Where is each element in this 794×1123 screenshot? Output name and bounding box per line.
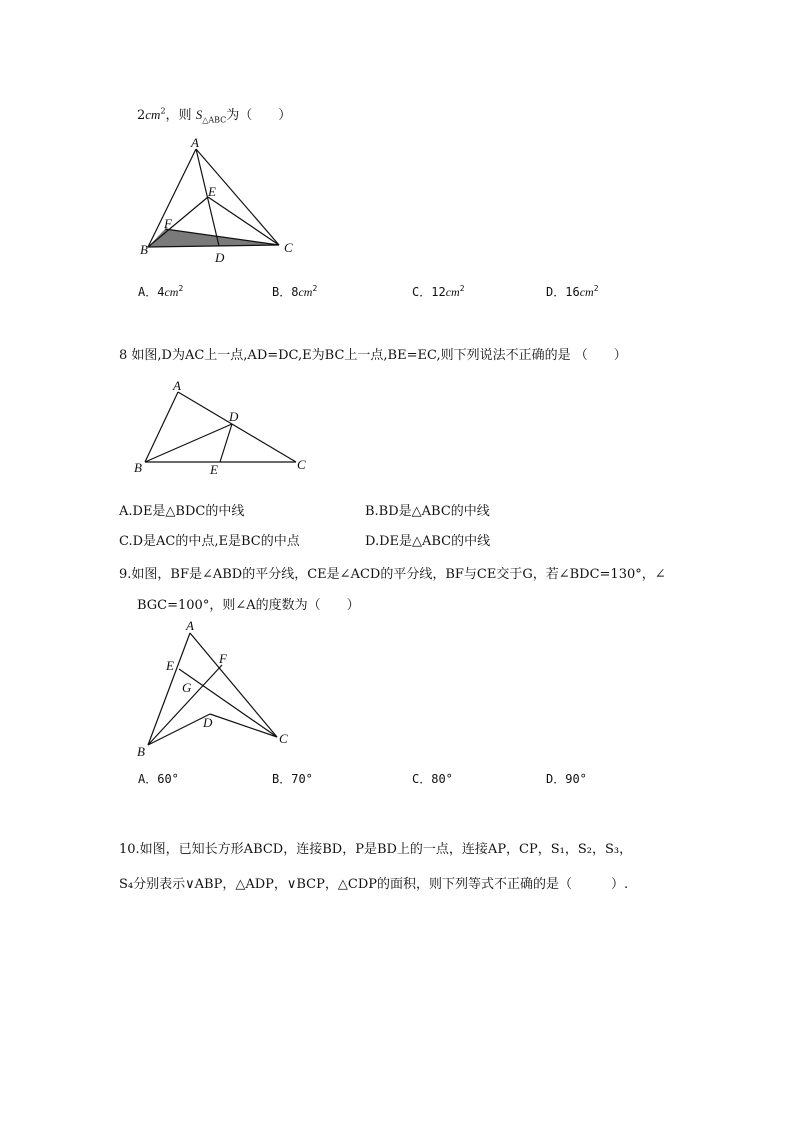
q9-label-c: C — [279, 731, 288, 746]
q7-option-b[interactable]: B．$8cm^2$ — [272, 284, 318, 299]
q8-label-d: D — [229, 409, 239, 424]
q8-option-c[interactable]: C.D是AC的中点,E是BC的中点 — [119, 534, 300, 549]
q7-label-b: B — [140, 242, 148, 257]
q9-option-a[interactable]: A．60° — [138, 772, 179, 786]
q9-option-d[interactable]: D．90° — [546, 772, 587, 786]
q9-label-a: A — [186, 618, 194, 633]
q7-stem: $2cm^2$，则 $S_{\triangle ABC}$为（ ） — [137, 106, 292, 125]
q8-label-c: C — [297, 457, 306, 472]
q7-label-e: E — [208, 184, 216, 199]
q9-option-c[interactable]: C．80° — [412, 772, 453, 786]
q8-stem: 8 如图,D为AC上一点,AD=DC,E为BC上一点,BE=EC,则下列说法不正确的是 （ ） — [119, 348, 627, 363]
q10-stem-line2: S₄分别表示∨ABP，△ADP，∨BCP，△CDP的面积，则下列等式不正确的是（ ）. — [119, 877, 629, 892]
q8-option-d[interactable]: D.DE是△ABC的中线 — [365, 534, 491, 549]
q8-label-b: B — [134, 460, 142, 475]
q9-label-g: G — [182, 680, 192, 695]
q7-label-f: F — [164, 216, 172, 231]
q8-label-e: E — [210, 462, 218, 477]
q8-option-a[interactable]: A.DE是△BDC的中线 — [119, 504, 245, 519]
q9-label-f: F — [219, 651, 227, 666]
q9-bisector-bf — [148, 665, 222, 745]
q9-option-b[interactable]: B．70° — [272, 772, 313, 786]
q7-label-a: A — [191, 135, 199, 150]
q9-label-b: B — [137, 744, 145, 759]
q9-label-d: D — [203, 715, 213, 730]
q7-label-d: D — [215, 250, 225, 265]
q9-label-e: E — [166, 658, 174, 673]
q8-label-a: A — [173, 378, 181, 393]
q7-option-c[interactable]: C．$12cm^2$ — [412, 284, 465, 299]
q7-option-a[interactable]: A．$4cm^2$ — [138, 284, 184, 299]
q7-label-c: C — [284, 240, 293, 255]
q9-stem-line1: 9.如图，BF是∠ABD的平分线，CE是∠ACD的平分线，BF与CE交于G，若∠BDC=130°，∠ — [119, 567, 666, 582]
q9-stem-line2: BGC=100°，则∠A的度数为（ ） — [137, 598, 360, 613]
q7-option-d[interactable]: D．$16cm^2$ — [546, 284, 599, 299]
q8-option-b[interactable]: B.BD是△ABC的中线 — [365, 504, 490, 519]
q10-stem-line1: 10.如图，已知长方形ABCD，连接BD，P是BD上的一点，连接AP，CP，S₁，S₂，S₃， — [119, 842, 633, 857]
